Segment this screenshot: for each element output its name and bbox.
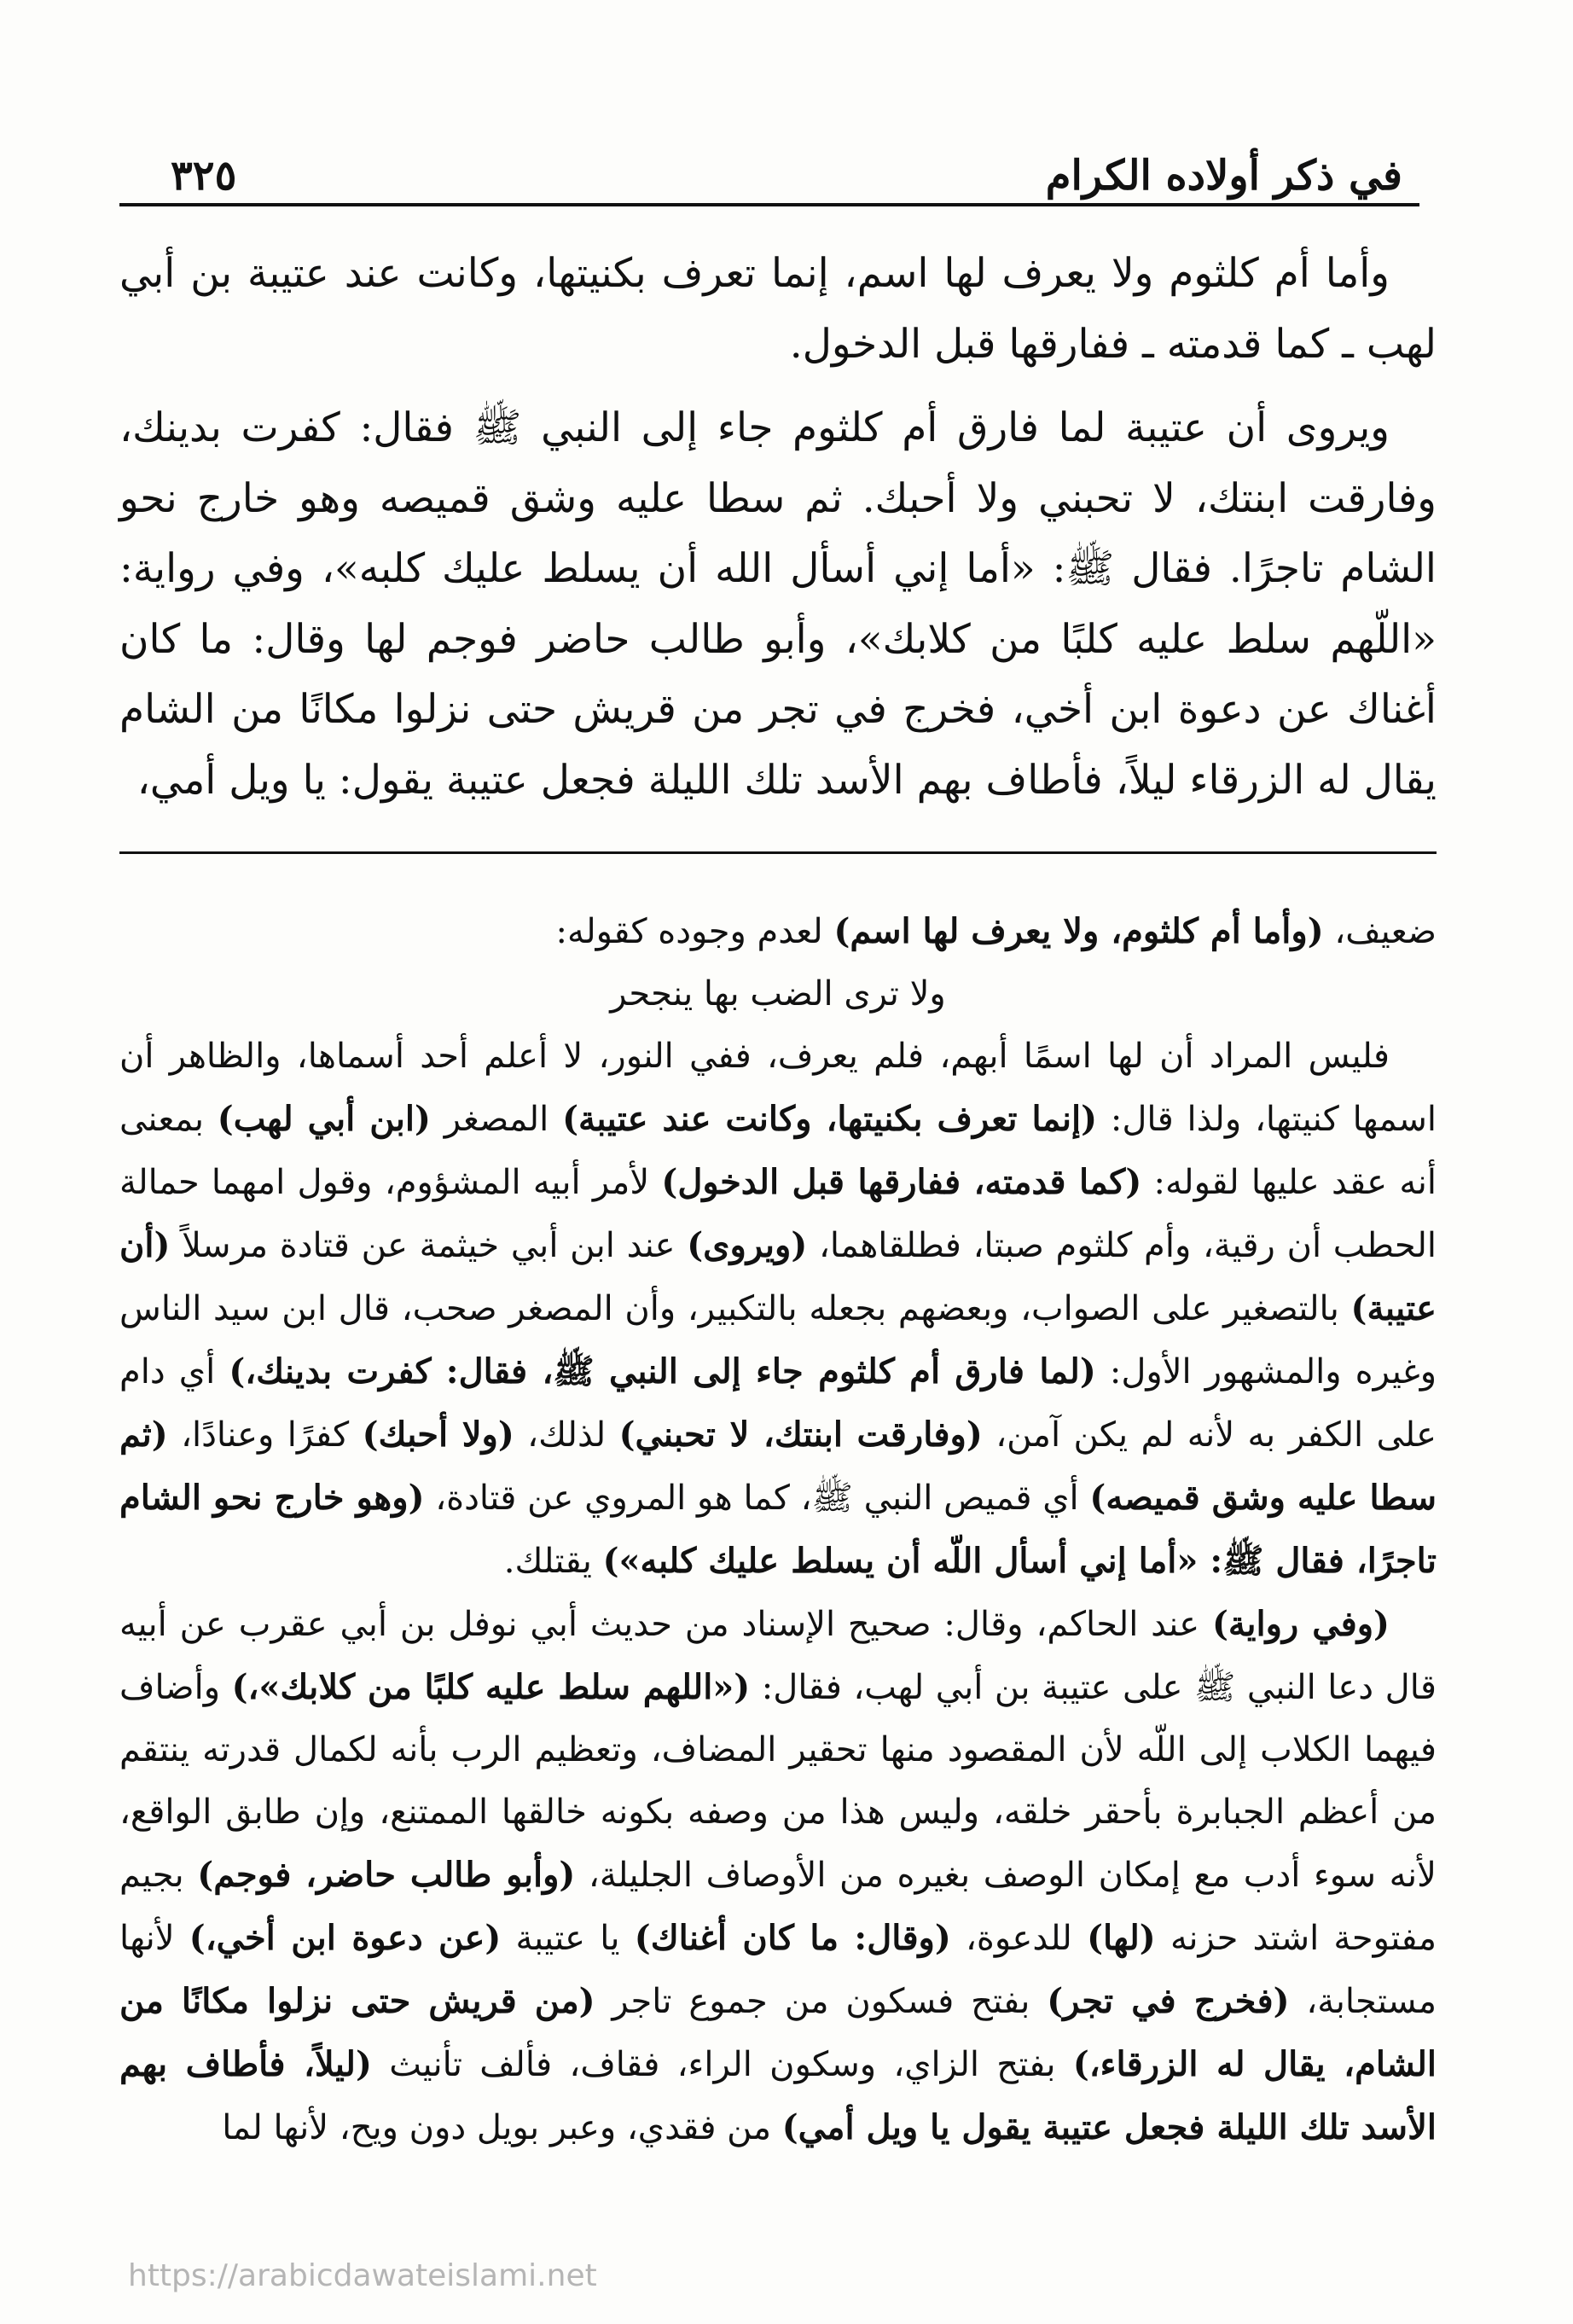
commentary-text: يقتلك. — [503, 1542, 603, 1581]
quoted-text: («اللهم سلط عليه كلبًا من كلابك»،) — [231, 1667, 751, 1707]
quoted-text: (لها) — [1087, 1918, 1156, 1958]
quoted-text: (وهو خارج نحو الشام تاجرًا، فقال ﷺ: «أما إني أسأل اللّه أن يسلط عليك كلبه») — [119, 1478, 1437, 1581]
commentary-text: لأمر أبيه المشؤوم، وقول امهما حمالة الحطب أن رقية، وأم كلثوم صبتا، فطلقاهما، — [119, 1163, 1437, 1265]
commentary-text: عند الحاكم، وقال: صحيح الإسناد من حديث أبي نوفل بن أبي عقرب عن أبيه قال دعا النبي ﷺ على عتيبة بن أبي لهب، فقال: — [119, 1605, 1437, 1707]
watermark-url: https://arabicdawateislami.net — [128, 2258, 597, 2293]
quoted-text: (وفي رواية) — [1211, 1604, 1390, 1644]
quoted-text: (ثم سطا عليه وشق قميصه) — [119, 1415, 1437, 1518]
commentary-text: يا عتيبة — [501, 1919, 635, 1958]
commentary-text: لأنها مستجابة، — [119, 1919, 1437, 2021]
main-paragraph-2: ويروى أن عتيبة لما فارق أم كلثوم جاء إلى النبي ﷺ فقال: كفرت بدينك، وفارقت ابنتك، لا تحبني ولا أحبك. ثم سطا عليه وشق قميصه وهو خارج نحو الشام تاجرًا. فقال ﷺ: «أما إني أسأل الله أن يسلط عليك كلبه»، وفي رواية: «اللّهم سلط عليه كلبًا من كلابك»، وأبو طالب حاضر فوجم لها وقال: ما كان أغناك عن دعوة ابن أخي، فخرج في تجر من قريش حتى نزلوا مكانًا من الشام يقال له الزرقاء ليلاً، فأطاف بهم الأسد تلك الليلة فجعل عتيبة يقول: يا ويل أمي، — [119, 404, 1437, 804]
commentary-text: لذلك، — [514, 1415, 619, 1455]
main-paragraph-1: وأما أم كلثوم ولا يعرف لها اسم، إنما تعرف بكنيتها، وكانت عند عتيبة بن أبي لهب ـ كما قدمته ـ ففارقها قبل الدخول. — [119, 250, 1437, 368]
quoted-text: (ولا أحبك) — [362, 1415, 514, 1455]
quoted-text: (عن دعوة ابن أخي،) — [189, 1918, 502, 1958]
quoted-text: (ليلاً، فأطاف بهم الأسد تلك الليلة فجعل عتيبة يقول يا ويل أمي) — [119, 2044, 1437, 2147]
commentary-text: عند ابن أبي خيثمة عن قتادة مرسلاً — [170, 1226, 688, 1265]
commentary-text: من فقدي، وعبر بويل دون ويح، لأنها لما — [222, 2108, 782, 2147]
commentary-text: المصغر — [430, 1100, 563, 1139]
commentary — [119, 900, 1437, 2159]
commentary-paragraph-3 — [119, 1593, 1437, 2159]
commentary-text: فليس المراد أن لها اسمًا أبهم، فلم يعرف، ففي النور، لا أعلم أحد أسماها، والظاهر أن اسمها كنيتها، ولذا قال: — [119, 1037, 1437, 1139]
quoted-text: (من قريش حتى نزلوا مكانًا من الشام، يقال له الزرقاء،) — [119, 1981, 1437, 2084]
footnote-divider — [119, 851, 1437, 854]
running-title: في ذكر أولاده الكرام — [1045, 152, 1402, 200]
running-header — [171, 119, 1402, 200]
quoted-text: (ويروى) — [687, 1225, 808, 1265]
commentary-text: أي دام على الكفر به لأنه لم يكن آمن، — [119, 1352, 1437, 1455]
commentary-text: لعدم وجوده كقوله: — [555, 912, 834, 951]
quoted-text: (كما قدمته، ففارقها قبل الدخول) — [661, 1162, 1142, 1202]
commentary-paragraph-2 — [119, 1025, 1437, 1593]
commentary-text: أي قميص النبي ﷺ، كما هو المروي عن قتادة، — [424, 1479, 1090, 1518]
quoted-text: (أن عتيبة) — [119, 1225, 1437, 1328]
commentary-text: بفتح الزاي، وسكون الراء، فقاف، فألف تأنيث — [371, 2045, 1073, 2084]
quoted-text: (لما فارق أم كلثوم جاء إلى النبي ﷺ، فقال: كفرت بدينك،) — [229, 1351, 1096, 1391]
quoted-text: (ابن أبي لهب) — [217, 1099, 431, 1139]
commentary-text: كفرًا وعنادًا، — [167, 1415, 363, 1455]
header-rule — [119, 203, 1419, 206]
quoted-text: (فخرج في تجر) — [1047, 1981, 1290, 2021]
page-number: ٣٢٥ — [171, 152, 237, 200]
commentary-text: ضعيف، — [1323, 912, 1437, 951]
quoted-text: (وفارقت ابنتك، لا تحبني) — [618, 1415, 983, 1455]
quoted-text: (إنما تعرف بكنيتها، وكانت عند عتيبة) — [562, 1099, 1098, 1139]
commentary-text: بمعنى أنه عقد عليها لقوله: — [119, 1100, 1437, 1202]
quoted-text: (وأبو طالب حاضر، فوجم) — [197, 1855, 576, 1895]
commentary-text: للدعوة، — [950, 1919, 1088, 1958]
quoted-text: (وأما أم كلثوم، ولا يعرف لها اسم) — [833, 911, 1324, 951]
quoted-text: (وقال: ما كان أغناك) — [634, 1918, 951, 1958]
main-text — [119, 239, 1437, 816]
commentary-paragraph-1 — [119, 900, 1437, 963]
commentary-text: بالتصغير على الصواب، وبعضهم بجعله بالتكبير، وأن المصغر صحب، قال ابن سيد الناس وغيره والمشهور الأول: — [119, 1289, 1437, 1391]
commentary-text: وأضاف فيهما الكلاب إلى اللّه لأن المقصود منها تحقير المضاف، وتعظيم الرب بأنه لكمال قدرته ينتقم من أعظم الجبابرة بأحقر خلقه، وليس هذا من وصفه بكونه خالقها الممتنع، وإن طابق الواقع، لأنه سوء أدب مع إمكان الوصف بغيره من الأوصاف الجليلة، — [119, 1668, 1437, 1895]
commentary-text: بجيم مفتوحة اشتد حزنه — [119, 1856, 1437, 1958]
commentary-text: بفتح فسكون من جموع تاجر — [595, 1982, 1048, 2021]
verse-line: ولا ترى الضب بها ينجحر — [610, 974, 946, 1014]
